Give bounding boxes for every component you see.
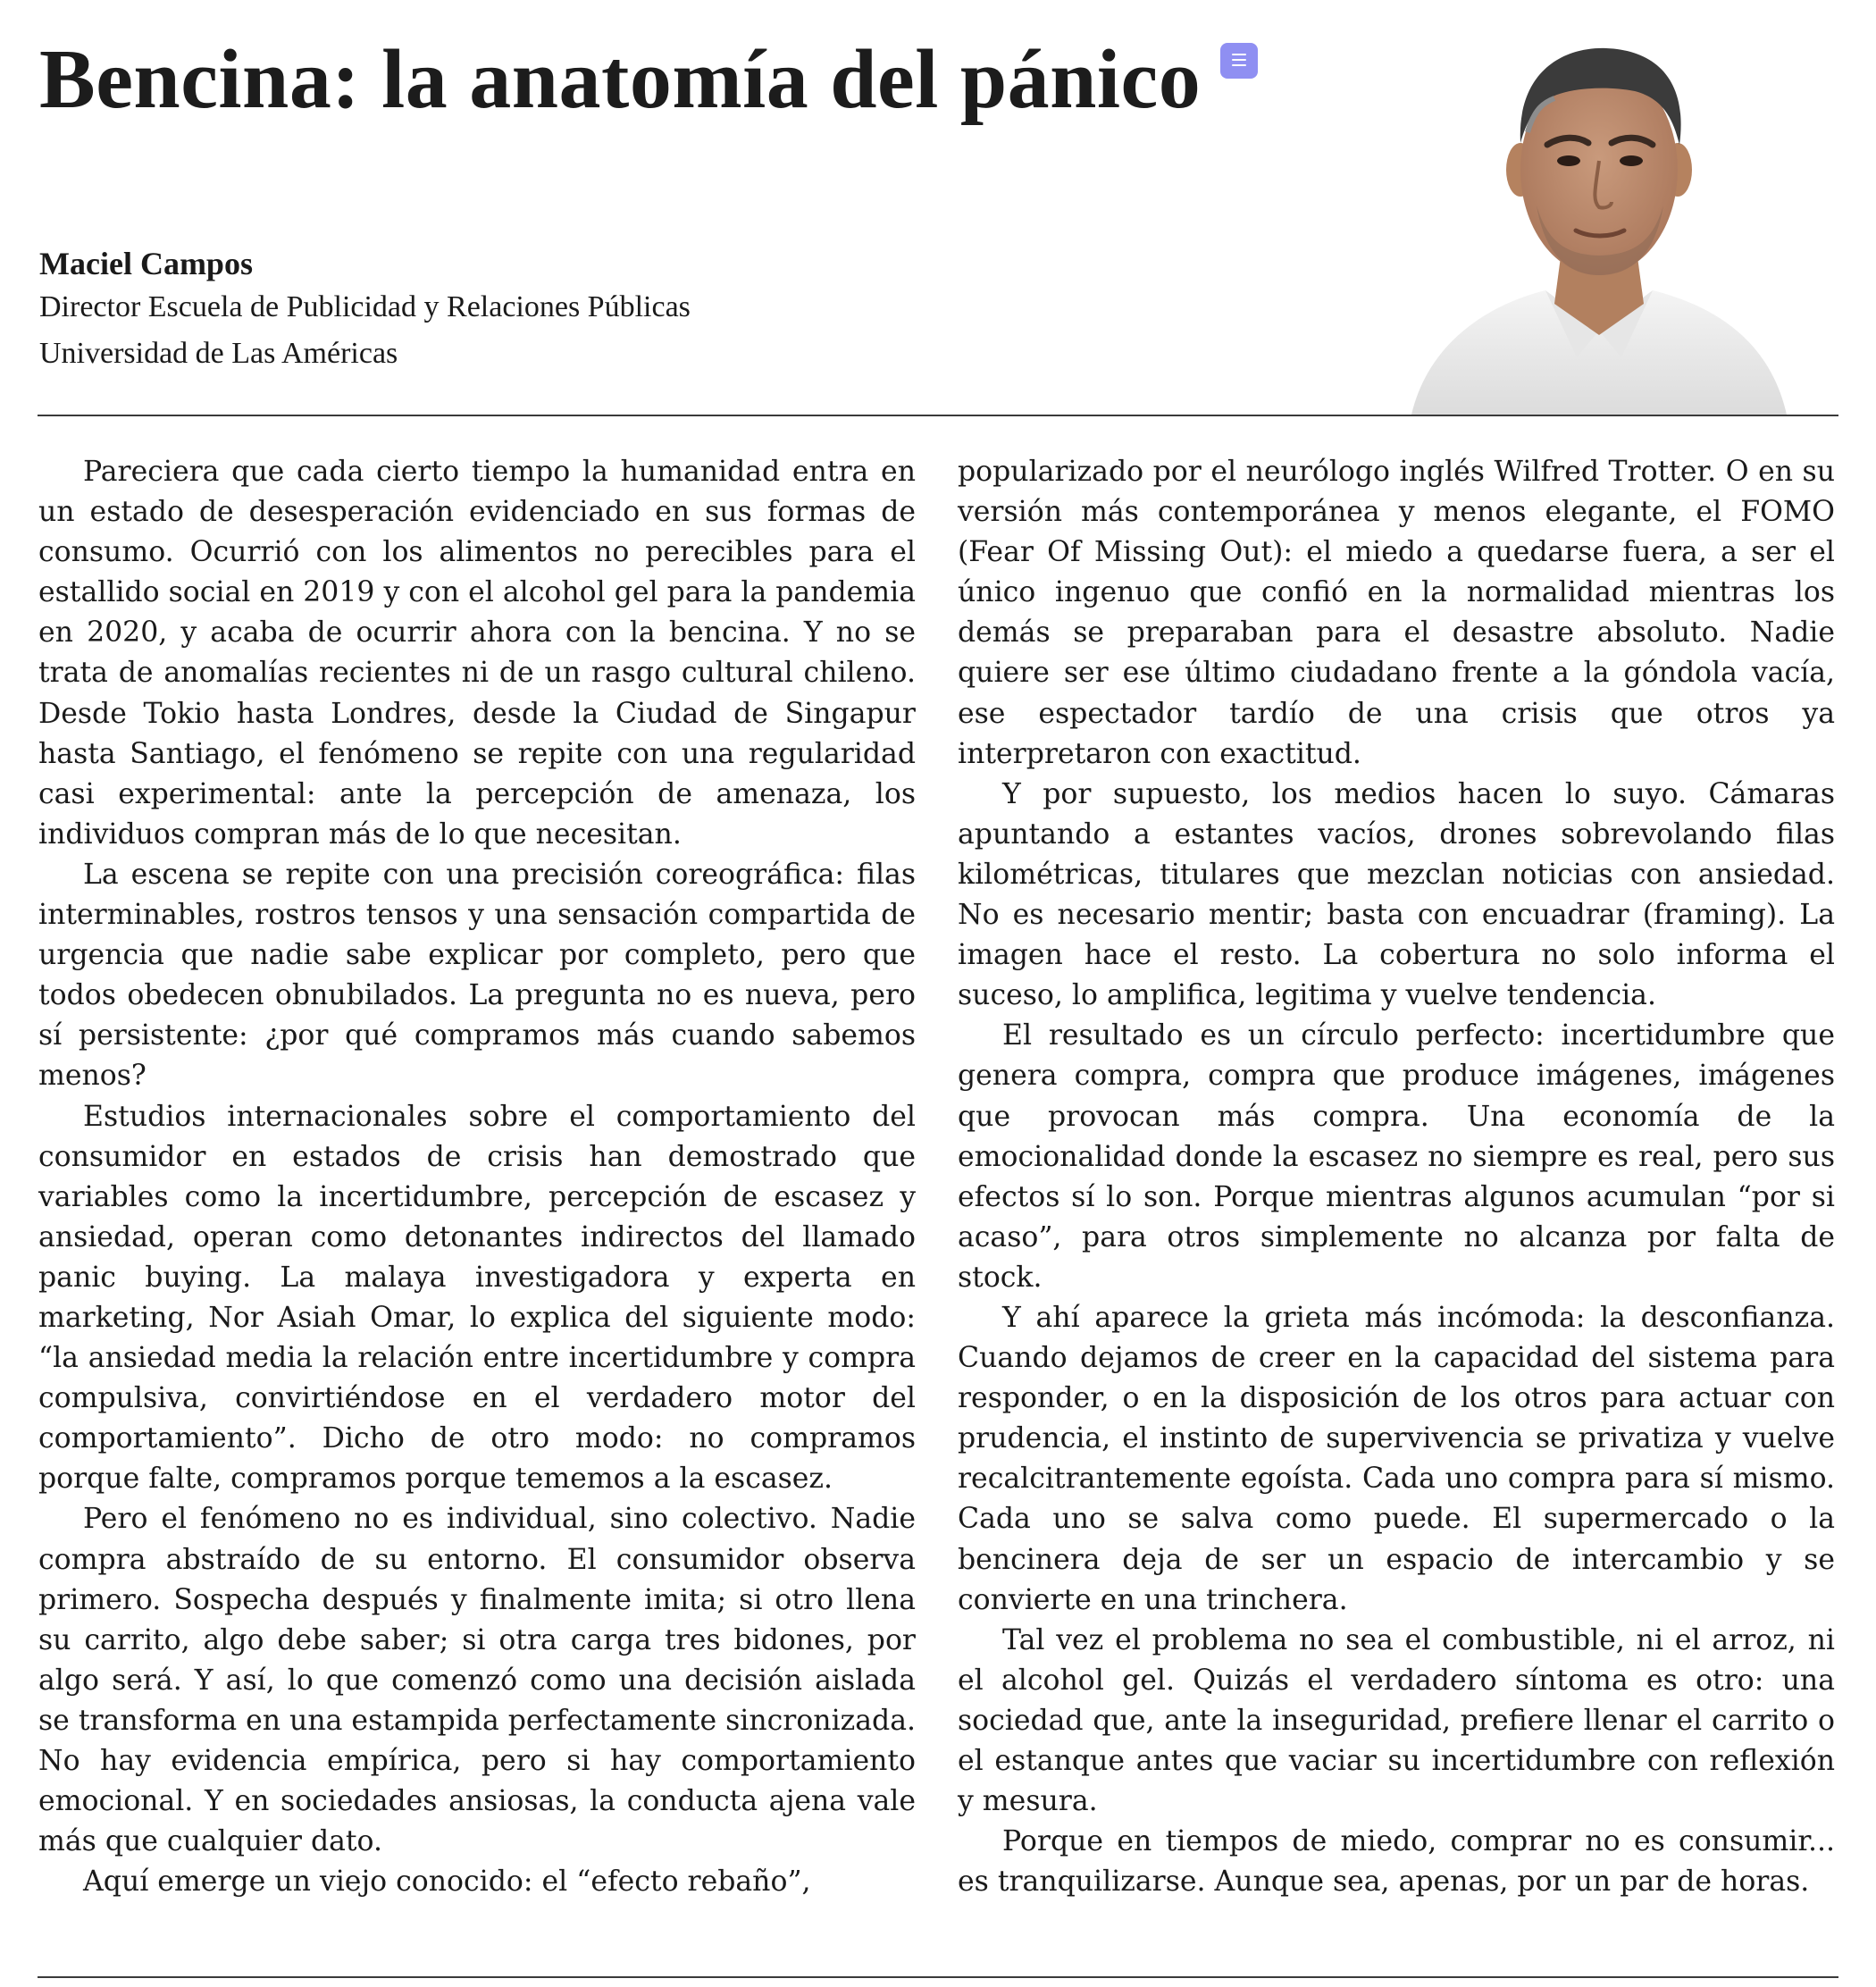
author-block (39, 243, 691, 377)
author-organization: Universidad de Las Américas (39, 337, 398, 370)
paragraph: Y por supuesto, los medios hacen lo suyo. Cámaras apuntando a estantes vacíos, drones sobrevolando filas kilométricas, titulares que mezclan noticias con ansiedad. No es necesario mentir; basta con encuadrar (framing). La imagen hace el resto. La cobertura no solo informa el suceso, lo amplifica, legitima y vuelve tendencia. (958, 777, 1835, 1012)
paragraph: popularizado por el neurólogo inglés Wilfred Trotter. O en su versión más contemporánea y menos elegante, el FOMO (Fear Of Missing Out): el miedo a quedarse fuera, a ser el único ingenuo que confió en la normalidad mientras los demás se preparaban para el desastre absoluto. Nadie quiere ser ese último ciudadano frente a la góndola vacía, ese espectador tardío de una crisis que otros ya interpretaron con exactitud. (958, 456, 1835, 770)
header-divider (38, 415, 1838, 416)
paragraph: La escena se repite con una precisión coreográfica: filas interminables, rostros tensos y una sensación compartida de urgencia que nadie sabe explicar por completo, pero que todos obedecen obnubilados. La pregunta no es nueva, pero sí persistente: ¿por qué compramos más cuando sabemos menos? (38, 858, 916, 1093)
paragraph: Estudios internacionales sobre el comportamiento del consumidor en estados de crisis han demostrado que variables como la incertidumbre, percepción de escasez y ansiedad, operan como detonantes indirectos del llamado panic buying. La malaya investigadora y experta en marketing, Nor Asiah Omar, lo explica del siguiente modo: “la ansiedad media la relación entre incertidumbre y compra compulsiva, convirtiéndose en el verdadero motor del comportamiento”. Dicho de otro modo: no compramos porque falte, compramos porque tememos a la escasez. (38, 1100, 916, 1496)
article-column-right (958, 452, 1835, 1902)
paragraph: Porque en tiempos de miedo, comprar no es consumir... es tranquilizarse. Aunque sea, apenas, por un par de horas. (958, 1825, 1835, 1899)
footer-divider (38, 1976, 1838, 1978)
author-portrait (1394, 36, 1805, 415)
paragraph: Y ahí aparece la grieta más incómoda: la desconfianza. Cuando dejamos de creer en la capacidad del sistema para responder, o en la disposición de los otros para actuar con prudencia, el instinto de supervivencia se privatiza y vuelve recalcitrantemente egoísta. Cada uno compra para sí mismo. Cada uno se salva como puede. El supermercado o la bencinera deja de ser un espacio de intercambio y se convierte en una trinchera. (958, 1301, 1835, 1616)
paragraph: Aquí emerge un viejo conocido: el “efecto rebaño”, (83, 1865, 811, 1899)
paragraph: Tal vez el problema no sea el combustible, ni el arroz, ni el alcohol gel. Quizás el verdadero síntoma es otro: una sociedad que, ante la inseguridad, prefiere llenar el carrito o el estanque antes que vaciar su incertidumbre con reflexión y mesura. (958, 1623, 1835, 1818)
paragraph: Pero el fenómeno no es individual, sino colectivo. Nadie compra abstraído de su entorno. El consumidor observa primero. Sospecha después y finalmente imita; si otro llena su carrito, algo debe saber; si otra carga tres bidones, por algo será. Y así, lo que comenzó como una decisión aislada se transforma en una estampida perfectamente sincronizada. No hay evidencia empírica, pero si hay comportamiento emocional. Y en sociedades ansiosas, la conducta ajena vale más que cualquier dato. (38, 1503, 916, 1858)
note-icon[interactable] (1220, 43, 1258, 79)
paragraph: El resultado es un círculo perfecto: incertidumbre que genera compra, compra que produce imágenes, imágenes que provocan más compra. Una economía de la emocionalidad donde la escasez no siempre es real, pero sus efectos sí lo son. Porque mientras algunos acumulan “por si acaso”, para otros simplemente no alcanza por falta de stock. (958, 1019, 1835, 1294)
article-column-left (38, 452, 916, 1902)
note-lines-icon (1232, 54, 1246, 68)
paragraph: Pareciera que cada cierto tiempo la humanidad entra en un estado de desesperación evidenciado en sus formas de consumo. Ocurrió con los alimentos no perecibles para el estallido social en 2019 y con el alcohol gel para la pandemia en 2020, y acaba de ocurrir ahora con la bencina. Y no se trata de anomalías recientes ni de un rasgo cultural chileno. Desde Tokio hasta Londres, desde la Ciudad de Singapur hasta Santiago, el fenómeno se repite con una regularidad casi experimental: ante la percepción de amenaza, los individuos compran más de lo que necesitan. (38, 456, 917, 851)
article-title: Bencina: la anatomía del pánico (39, 33, 1202, 126)
author-role: Director Escuela de Publicidad y Relaciones Públicas (39, 290, 691, 323)
author-name: Maciel Campos (39, 246, 253, 281)
